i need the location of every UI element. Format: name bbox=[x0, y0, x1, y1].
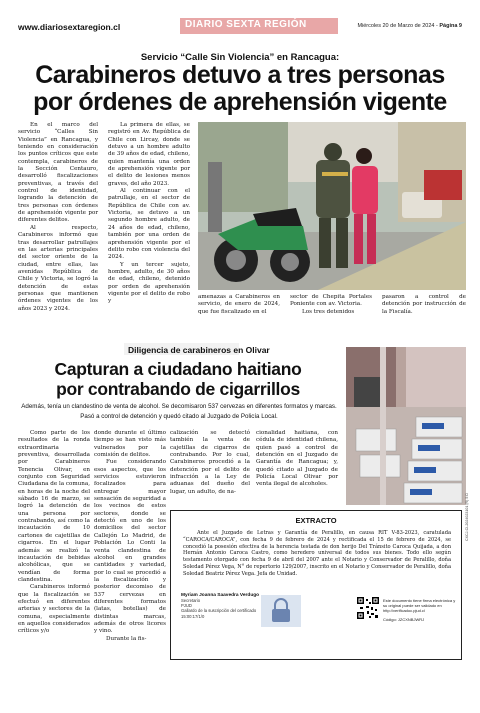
article2-column-4: cionalidad haitiana, con cédula de identidad chilena, quien pasó a control de detención en el Juzgado de Garantía de Rancagua; y, quedó citado al Juzgado de Policía Local Olivar por venta ilegal de alcoholes. bbox=[256, 430, 338, 488]
extract-body: Ante el Juzgado de Letras y Garantía de Peralillo, en causa RIT V-83-2023, caratulada “CAROCA/CAROCA”, con fecha 9 de febrero de 2024 y rectificada el 15 de febrero de 2024, se concedió la posesión efectiva de la herencia testada de don herijo Del Tránsito Caroca Quijada, a don Hernán Antonio Caroca Castro, como heredero universal de todos sus bienes. Todo ello según testamento otorgado con fecha 9 de abril del 2007 ante el Notario y Conservador de Peralillo, doña Soledad Pérez Vega, N° de repertorio 129/2007, inscrito en el Notario y Conservador de Peralillo, doña Soledad Beatriz Pérez Vega. Jefa de Unidad. bbox=[183, 530, 451, 577]
cigarettes-photo bbox=[346, 347, 466, 505]
arrest-photo bbox=[198, 122, 466, 290]
signer-note: Gallardo de la suscripción del certificado bbox=[181, 608, 257, 614]
article1-column-2: La primera de ellas, se registró en Av. República de Chile con Lircay, donde se detuvo a un hombre adulto de 39 años de edad, chileno, quien mantenía una orden de aprehensión vigente por el delito de lesiones menos graves, del año 2023. Al continuar con el patrullaje, en el sector de República de Chile con av. Victoria, se detuvo a un segundo hombre adulto, de 24 años de edad, chileno, también por una orden de aprehensión vigente por el delito robo con violencia del 2024. Y un tercer sujeto, hombre, adulto, de 30 años de edad, chileno, detenido por orden de aprehensión vigente por el delito de robo y bbox=[108, 122, 190, 305]
legal-extract-box bbox=[170, 493, 469, 660]
site-url[interactable]: www.diariosextaregion.cl bbox=[18, 22, 121, 32]
article1-column-4: sector de Chepita Portales Poniente con av. Victoria. Los tres detenidos bbox=[290, 294, 372, 315]
signer-time: 15:00:17/1/0 bbox=[181, 613, 205, 619]
verification-code: Código: JZCXNBJWRJ bbox=[383, 617, 425, 622]
article1-column-1: En el marco del servicio “Calles Sin Violencia” en Rancagua, y teniendo en consideración los puntos críticos que este contempla, carabineros de la Sección Centauro, desarrolló fiscalizaciones preventivas, a través del control de identidad, logrando la detención de tres personas con órdenes de aprehensión vigente por diferentes delitos. Al respecto, Carabineros informó que tras desarrollar patrullajes en las arterias principales del sector oriente de la ciudad, entre ellas, las avenidas República de Chile y Victoria, se logró la detención de estas personas que mantienen órdenes vigentes de los años 2023 y 2024. bbox=[18, 122, 98, 312]
section-title: DIARIO SEXTA REGIÓN bbox=[185, 19, 307, 30]
document-side-code: CXCJ-CI-2024023101 (R) 5 D bbox=[465, 493, 469, 541]
article1-column-5: pasaron a control de detención por instrucción de la Fiscalía. bbox=[382, 294, 466, 315]
signer-role: Secretario bbox=[181, 598, 201, 603]
lock-seal-icon bbox=[261, 595, 301, 627]
verification-text: Este documento tiene firma electrónica y su original puede ser validado en http://verificadoc.pjud.cl bbox=[383, 598, 456, 613]
issue-date: Miércoles 20 de Marzo de 2024 - Página 9 bbox=[357, 23, 462, 29]
article1-kicker: Servicio “Calle Sin Violencia” en Rancagua: bbox=[140, 52, 340, 63]
article2-kicker: Diligencia de carabineros en Olivar bbox=[128, 345, 270, 355]
page-number: Página 9 bbox=[439, 23, 462, 29]
article1-title: Carabineros detuvo a tres personas por órdenes de aprehensión vigente bbox=[33, 61, 447, 116]
qr-code-icon[interactable] bbox=[357, 597, 379, 619]
extract-title: EXTRACTO bbox=[295, 516, 337, 525]
article2-column-1: Como parte de los resultados de la ronda extraordinaria preventiva, desarrollada por Carabineros Tenencia Olivar, en conjunto con Seguridad Ciudadana de la comuna, en horas de la noche del sábado 16 de marzo, se logró la detención de una persona por contrabando, así como la incautación de 10 cartones de cajetillas de cigarros. En el lugar además se realizó la incautación de bebidas alcohólicas, que se vendían de forma clandestina. Carabineros informó que la fiscalización se efectuó en diferentes arterias y sectores de la comuna, especialmente en aquellos considerados críticos y/o bbox=[18, 430, 90, 635]
article2-column-3: calización se detectó también la venta de cajetillas de cigarros de contrabando. Por lo cual, Carabineros procedió a la detención por el delito de infracción a la Ley de aduanas del dueño del lugar, un adulto, de na- bbox=[170, 430, 250, 495]
article1-column-3: amenazas a Carabineros en servicio, de enero de 2024, que fue fiscalizado en el bbox=[198, 294, 280, 315]
signer-name: Myriam Joanna Saavedra Verdugo bbox=[181, 593, 260, 598]
article2-column-2: donde durante el último tiempo se han visto más vulnerados por la comisión de delitos. Fue considerando esos aspectos, que los servicios estuvieron focalizados para entregar mayor sensación de seguridad a los vecinos de estos sectores, donde se detectó en uno de los domicilios del sector Callejón Lo Madrid, de Población Lo Conti la venta clandestina de alcohol en grandes cantidades y variedad, por lo cual se procedió a la fiscalización y posterior decomiso de 537 cervezas en diferentes formatos (latas, botellas) de distintas marcas, además de otros licores y vino. Durante la fis- bbox=[94, 430, 166, 642]
page-header bbox=[18, 14, 462, 42]
article2-lead: Además, tenía un clandestino de venta de alcohol. Se decomisaron 537 cervezas en diferentes formatos y marcas. Pasó a control de detención y quedó citado al Juzgado de Policía Local. bbox=[21, 403, 337, 420]
article2-title: Capturan a ciudadano haitiano por contrabando de cigarrillos bbox=[54, 359, 302, 399]
signer-unit: PJUD bbox=[181, 603, 192, 609]
electronic-signature bbox=[181, 593, 341, 631]
